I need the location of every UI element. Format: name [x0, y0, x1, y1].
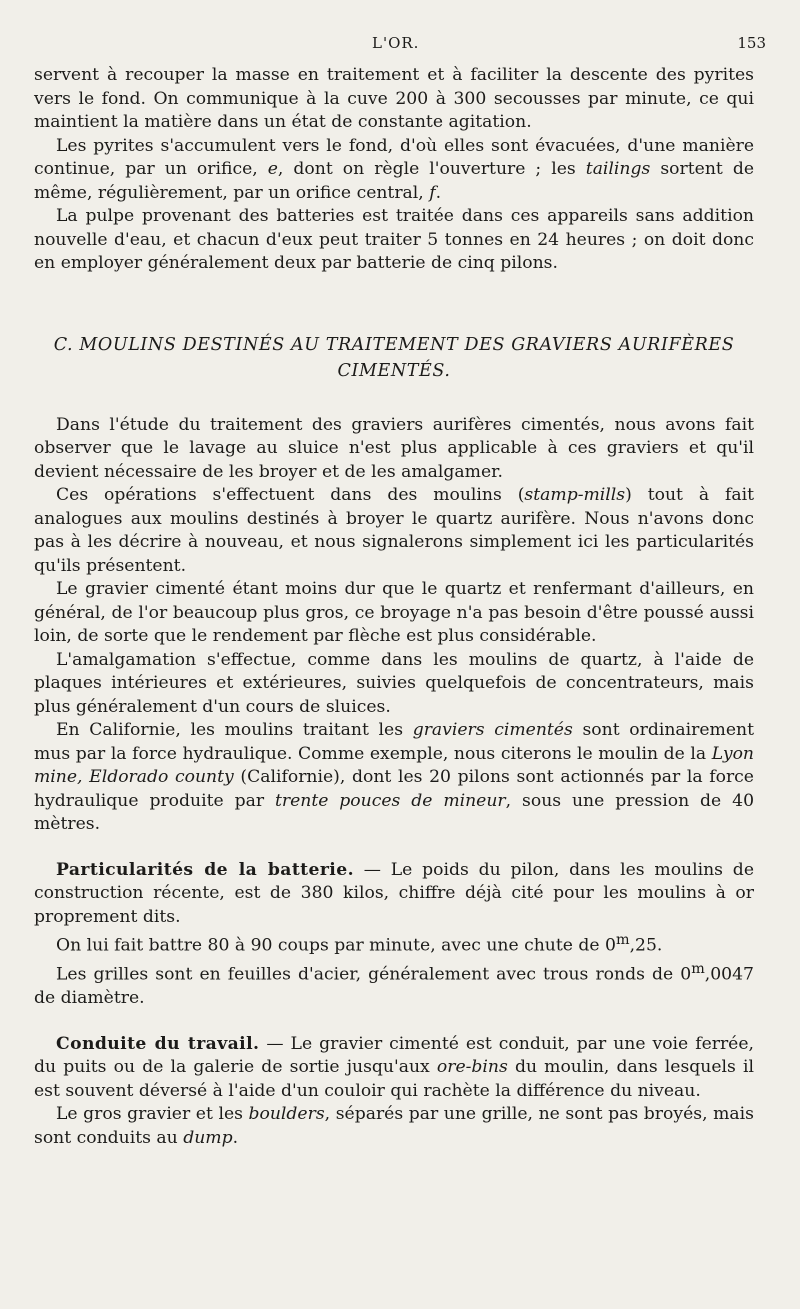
paragraph-text: , dont on règle l'ouverture ; les [277, 159, 586, 179]
spacer [34, 837, 754, 859]
paragraph-text: sortent de même, régulièrement, par un orifice central, [34, 159, 755, 203]
paragraph-text: ,25. [629, 935, 663, 956]
paragraph-text: — Le gravier cimenté est conduit, par une voie ferrée, du puits ou de la galerie de sortie jusqu'aux [34, 1033, 754, 1078]
running-head [0, 34, 800, 56]
paragraph-text: Le gros gravier et les [56, 1104, 249, 1125]
paragraph [34, 1103, 754, 1150]
paragraph [34, 64, 754, 135]
running-title: L'OR. [372, 34, 420, 52]
paragraph-text: (Californie), dont les 20 pilons sont actionnés par la force hydraulique produite par [34, 767, 754, 811]
paragraph [34, 719, 754, 837]
italic-term: trente pouces de mineur [274, 790, 506, 811]
italic-letter: f [429, 182, 436, 203]
paragraph-text: Ces opérations s'effectuent dans des moulins ( [56, 485, 525, 505]
page-number: 153 [737, 34, 766, 52]
paragraph [34, 1033, 754, 1104]
italic-term: Lyon mine, Eldorado county [34, 743, 754, 787]
paragraph [34, 578, 754, 649]
paragraph-text: ,0047 de diamètre. [34, 964, 754, 1009]
italic-term: stamp-mills [524, 485, 626, 505]
paragraph [34, 484, 754, 578]
body-text [34, 64, 754, 1150]
italic-term: dump [183, 1127, 233, 1148]
paragraph-text: La pulpe provenant des batteries est traitée dans ces appareils sans addition nouvelle d'eau, et chacun d'eux peut traiter 5 tonnes en 24 heures ; on doit donc en employer généralement deux par batterie de cinq pilons. [34, 206, 754, 273]
paragraph [34, 929, 754, 958]
paragraph-text: L'amalgamation s'effectue, comme dans les moulins de quartz, à l'aide de plaques intérieures et extérieures, suivies quelquefois de concentrateurs, mais plus généralement d'un cours de sluices. [34, 649, 754, 717]
paragraph [34, 958, 754, 1011]
paragraph-text: sont ordinairement mus par la force hydraulique. Comme exemple, nous citerons le moulin de la [34, 720, 754, 764]
paragraph [34, 205, 754, 276]
italic-term: ore-bins [436, 1057, 508, 1078]
paragraph [34, 649, 754, 720]
paragraph-text: Les pyrites s'accumulent vers le fond, d'où elles sont évacuées, d'une manière continue, par un orifice, [34, 135, 754, 179]
paragraph-text: On lui fait battre 80 à 90 coups par minute, avec une chute de 0 [56, 935, 616, 956]
paragraph-text: . [232, 1127, 239, 1148]
unit-superscript: m [616, 932, 630, 948]
paragraph [34, 859, 754, 930]
spacer [34, 1011, 754, 1033]
section-heading-line: CIMENTÉS. [337, 360, 451, 381]
paragraph-text: , séparés par une grille, ne sont pas broyés, mais sont conduits au [34, 1104, 754, 1148]
italic-letter: e [267, 159, 278, 179]
paragraph-text: — Le poids du pilon, dans les moulins de construction récente, est de 380 kilos, chiffre déjà cité pour les moulins à or proprement dits. [34, 859, 754, 927]
italic-term: boulders [248, 1104, 325, 1125]
paragraph-text: , sous une pression de 40 mètres. [34, 790, 755, 834]
italic-term: tailings [585, 159, 651, 179]
paragraph [34, 414, 754, 485]
italic-term: graviers cimentés [412, 720, 573, 740]
section-heading-line: C. MOULINS DESTINÉS AU TRAITEMENT DES GRAVIERS AURIFÈRES [53, 334, 735, 355]
paragraph-text: du moulin, dans lesquels il est souvent déversé à l'aide d'un couloir qui rachète la différence du niveau. [34, 1057, 754, 1101]
unit-superscript: m [691, 961, 705, 978]
paragraph [34, 135, 754, 206]
section-heading [34, 332, 754, 384]
runin-heading: Particularités de la batterie. [56, 859, 354, 880]
paragraph-text: Les grilles sont en feuilles d'acier, généralement avec trous ronds de 0 [56, 964, 692, 985]
paragraph-text: Le gravier cimenté étant moins dur que le quartz et renfermant d'ailleurs, en général, de l'or beaucoup plus gros, ce broyage n'a pas besoin d'être poussé aussi loin, de sorte que le rendement par flèche est plus considérable. [34, 579, 754, 646]
paragraph-text: Dans l'étude du traitement des graviers aurifères cimentés, nous avons fait observer que le lavage au sluice n'est plus applicable à ces graviers et qu'il devient nécessaire de les broyer et de les amalgamer. [34, 414, 754, 482]
paragraph-text: En Californie, les moulins traitant les [56, 720, 413, 740]
runin-heading: Conduite du travail. [56, 1033, 260, 1054]
paragraph-text: servent à recouper la masse en traitement et à faciliter la descente des pyrites vers le fond. On communique à la cuve 200 à 300 secousses par minute, ce qui maintient la matière dans un état de constante agitation. [34, 65, 754, 132]
paragraph-text: . [435, 182, 442, 203]
paragraph-text: ) tout à fait analogues aux moulins destinés à broyer le quartz aurifère. Nous n'avons donc pas à les décrire à nouveau, et nous signalerons simplement ici les particularités qu'ils présentent. [34, 485, 754, 576]
